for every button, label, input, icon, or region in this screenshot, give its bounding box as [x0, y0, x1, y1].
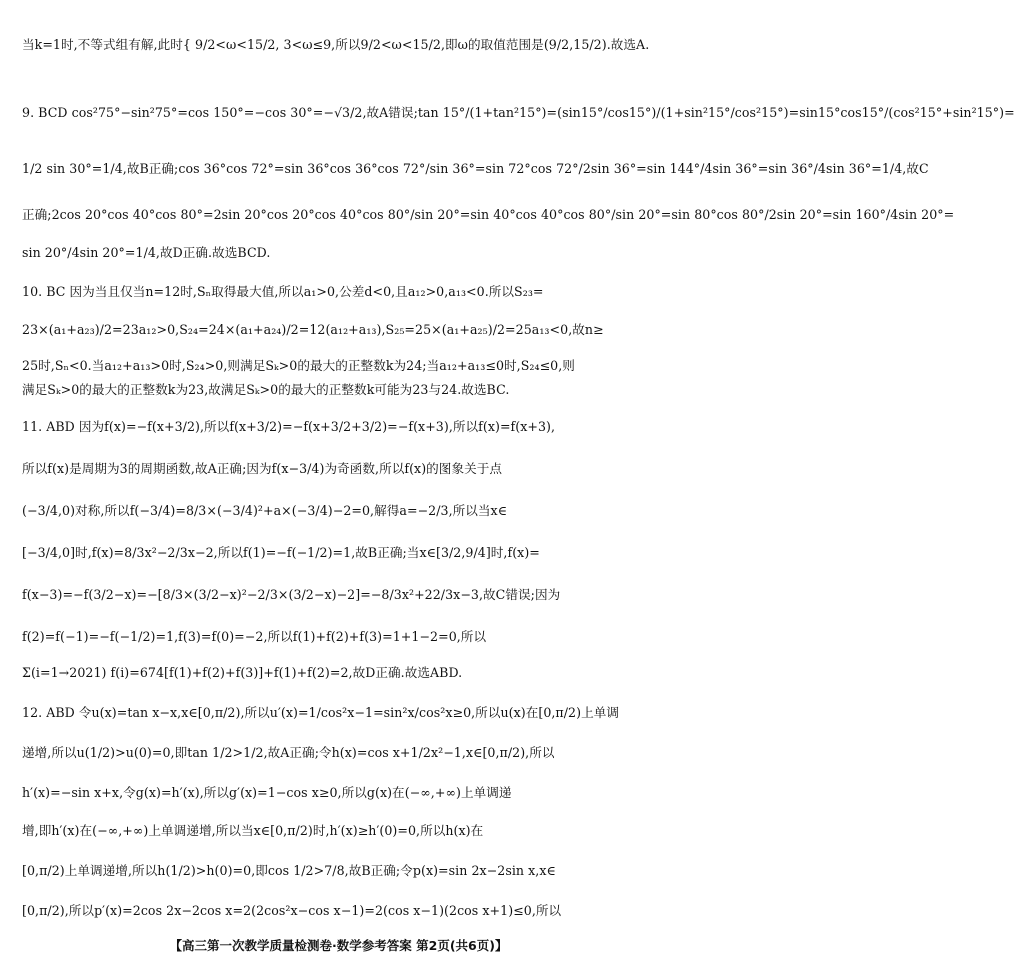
text-line-15: f(2)=f(−1)=−f(−1/2)=1,f(3)=f(0)=−2,所以f(1)+f(2)+f(3)=1+1−2=0,所以 — [22, 629, 487, 644]
text-line-7: 23×(a₁+a₂₃)/2=23a₁₂>0,S₂₄=24×(a₁+a₂₄)/2=12(a₁₂+a₁₃),S₂₅=25×(a₁+a₂₅)/2=25a₁₃<0,故n≥ — [22, 322, 604, 337]
text-line-1: 当k=1时,不等式组有解,此时{ 9/2<ω<15/2, 3<ω≤9,所以9/2<ω<15/2,即ω的取值范围是(9/2,15/2).故选A. — [22, 37, 650, 52]
text-line-4: 正确;2cos 20°cos 40°cos 80°=2sin 20°cos 20°cos 40°cos 80°/sin 20°=sin 40°cos 40°cos 80°/sin 20°=sin 80°cos 80°/2sin 20°=sin 160°/4sin 20°= — [22, 207, 955, 222]
text-line-20: 增,即h′(x)在(−∞,+∞)上单调递增,所以当x∈[0,π/2)时,h′(x)≥h′(0)=0,所以h(x)在 — [22, 823, 484, 838]
text-line-22: [0,π/2),所以p′(x)=2cos 2x−2cos x=2(2cos²x−cos x−1)=2(cos x−1)(2cos x+1)≤0,所以 — [22, 903, 562, 918]
text-line-5: sin 20°/4sin 20°=1/4,故D正确.故选BCD. — [22, 245, 271, 260]
text-line-16: Σ(i=1→2021) f(i)=674[f(1)+f(2)+f(3)]+f(1)+f(2)=2,故D正确.故选ABD. — [22, 665, 463, 680]
text-line-18: 递增,所以u(1/2)>u(0)=0,即tan 1/2>1/2,故A正确;令h(x)=cos x+1/2x²−1,x∈[0,π/2),所以 — [22, 745, 555, 760]
text-line-19: h′(x)=−sin x+x,令g(x)=h′(x),所以g′(x)=1−cos x≥0,所以g(x)在(−∞,+∞)上单调递 — [22, 785, 512, 800]
text-line-9: 满足Sₖ>0的最大的正整数k为23,故满足Sₖ>0的最大的正整数k可能为23与24.故选BC. — [22, 382, 510, 397]
text-line-17: 12. ABD 令u(x)=tan x−x,x∈[0,π/2),所以u′(x)=1/cos²x−1=sin²x/cos²x≥0,所以u(x)在[0,π/2)上单调 — [22, 705, 620, 720]
text-line-12: (−3/4,0)对称,所以f(−3/4)=8/3×(−3/4)²+a×(−3/4)−2=0,解得a=−2/3,所以当x∈ — [22, 503, 508, 518]
text-line-13: [−3/4,0]时,f(x)=8/3x²−2/3x−2,所以f(1)=−f(−1/2)=1,故B正确;当x∈[3/2,9/4]时,f(x)= — [22, 545, 540, 560]
text-line-10: 11. ABD 因为f(x)=−f(x+3/2),所以f(x+3/2)=−f(x+3/2+3/2)=−f(x+3),所以f(x)=f(x+3), — [22, 419, 556, 434]
text-line-2: 9. BCD cos²75°−sin²75°=cos 150°=−cos 30°=−√3/2,故A错误;tan 15°/(1+tan²15°)=(sin15°/cos15°)/(1+sin²15°/cos²15°)=sin15°cos15°/(cos²15°+sin²15°)= — [22, 105, 1015, 120]
text-line-3: 1/2 sin 30°=1/4,故B正确;cos 36°cos 72°=sin 36°cos 36°cos 72°/sin 36°=sin 72°cos 72°/2sin 36°=sin 144°/4sin 36°=sin 36°/4sin 36°=1/4,故C — [22, 161, 929, 176]
page-footer: 【高三第一次教学质量检测卷·数学参考答案 第2页(共6页)】 — [169, 938, 508, 953]
text-line-14: f(x−3)=−f(3/2−x)=−[8/3×(3/2−x)²−2/3×(3/2−x)−2]=−8/3x²+22/3x−3,故C错误;因为 — [22, 587, 561, 602]
text-line-8: 25时,Sₙ<0.当a₁₂+a₁₃>0时,S₂₄>0,则满足Sₖ>0的最大的正整数k为24;当a₁₂+a₁₃≤0时,S₂₄≤0,则 — [22, 358, 575, 373]
text-line-6: 10. BC 因为当且仅当n=12时,Sₙ取得最大值,所以a₁>0,公差d<0,且a₁₂>0,a₁₃<0.所以S₂₃= — [22, 284, 544, 299]
text-line-11: 所以f(x)是周期为3的周期函数,故A正确;因为f(x−3/4)为奇函数,所以f(x)的图象关于点 — [22, 461, 503, 476]
text-line-21: [0,π/2)上单调递增,所以h(1/2)>h(0)=0,即cos 1/2>7/8,故B正确;令p(x)=sin 2x−2sin x,x∈ — [22, 863, 556, 878]
